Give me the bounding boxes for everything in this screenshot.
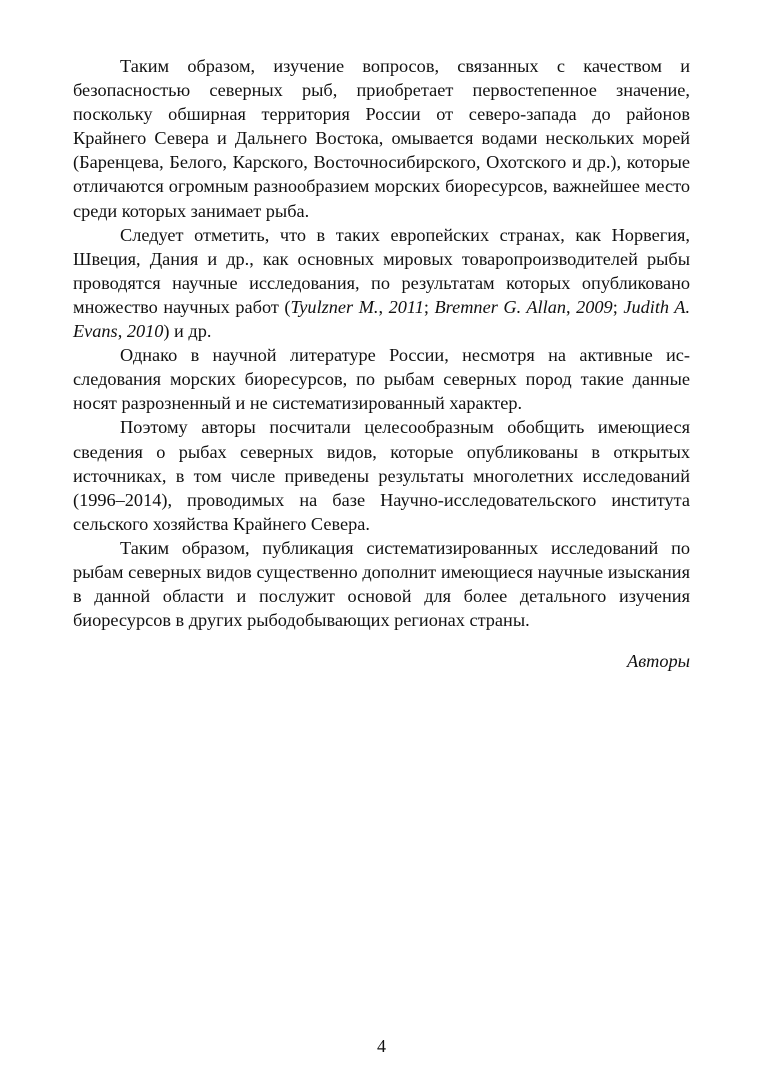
text-segment: Однако в научной литературе России, несмотря на активные исследования морских биоресурсов, по рыбам северных пород такие данные носят разрозненный и не систематизированный характер.	[73, 345, 690, 414]
citation-italic-text: Bremner G. Allan	[434, 296, 566, 317]
text-segment: ;	[423, 296, 435, 317]
text-segment: ,	[117, 321, 127, 342]
citation-italic-text: Tyulzner M.	[290, 296, 379, 317]
text-segment: ,	[565, 296, 577, 317]
text-segment: Поэтому авторы посчитали целесообразным обобщить имеющиеся сведения о рыбах северных видов, которые опубликованы в открытых источниках, в том числе приведены результаты многолетних исследований (1996–2014), проводимых на базе Научно-исследовательского института сельского хозяйства Крайнего Севера.	[73, 417, 690, 534]
citation-italic-text: Judith A. Evans	[73, 296, 691, 342]
citation-italic-text: 2009	[576, 296, 613, 317]
text-segment: Следует отметить, что в таких европейских странах, как Норвегия, Швеция, Дания и др., как основных мировых товаропроизводителей рыбы проводятся научные исследования, по результатам которых опубликовано множество научных работ (	[73, 224, 690, 317]
text-segment: ;	[612, 296, 624, 317]
text-segment: ) и др.	[163, 321, 212, 342]
citation-italic-text: 2010	[126, 321, 164, 342]
paragraph	[73, 536, 690, 632]
page-number: 4	[377, 1036, 386, 1056]
text-segment: ,	[378, 296, 389, 317]
text-segment: Таким образом, изучение вопросов, связанных с качеством и безопасностью северных рыб, приобретает первостепенное значение, поскольку обширная территория России от северо-запада до районов Крайнего Севера и Дальнего Востока, омывается водами нескольких морей (Баренцева, Белого, Карского, Восточносибирского, Охотского и др.), которые отличаются огромным разнообразием морских биоресурсов, важнейшее место среди которых занимает рыба.	[73, 56, 690, 221]
signature: Авторы	[627, 651, 690, 672]
text-segment: Таким образом, публикация систематизированных исследований по рыбам северных видов существенно дополнит имеющиеся научные изыскания в данной области и послужит основой для более детального изучения биоресурсов в других рыбодобывающих регионах страны.	[73, 537, 690, 631]
paragraph	[73, 415, 690, 535]
paragraph	[73, 223, 690, 343]
paragraph	[73, 343, 690, 415]
paragraph	[73, 54, 690, 223]
paragraph-list	[73, 54, 690, 632]
citation-italic-text: 2011	[388, 296, 424, 317]
page-body	[73, 54, 690, 673]
